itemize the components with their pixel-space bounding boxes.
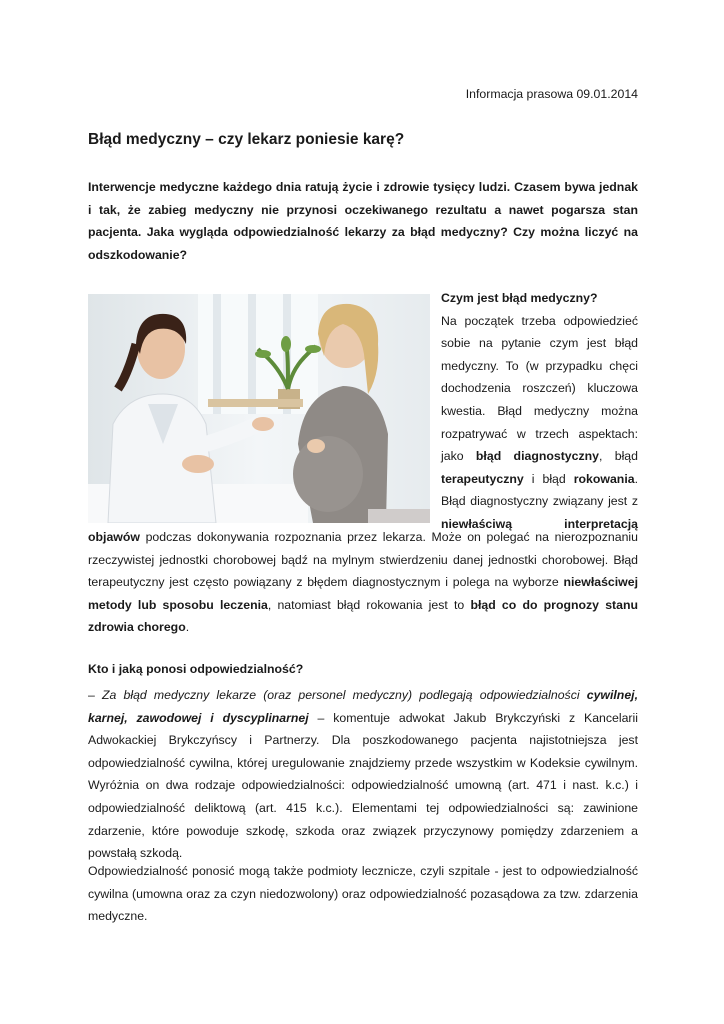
bold-term: objawów (88, 530, 140, 544)
text-run: . (185, 620, 190, 635)
section-heading-responsibility: Kto i jaką ponosi odpowiedzialność? (88, 662, 304, 676)
bold-term: terapeutyczny (441, 471, 524, 486)
bold-term: błąd co do prognozy stanu zdrowia chorego (88, 597, 638, 635)
section-paragraph-continued (88, 526, 638, 639)
text-run: , błąd (598, 449, 638, 464)
bold-italic-term: cywilnej, karnej, zawodowej i dyscyplinarnej (88, 688, 638, 725)
responsibility-paragraph (88, 684, 638, 865)
bold-term: niewłaściwej metody lub sposobu leczenia (88, 575, 638, 612)
section-heading: Czym jest błąd medyczny? (441, 291, 598, 305)
text-run: – komentuje adwokat Jakub Brykczyński z Kancelarii Adwokackiej Brykczyńscy i Partnerzy. Dla poszkodowanego pacjenta najistotniejsza jest odpowiedzialność cywilna, której uregulowanie znajdziemy przede wszystkim w Kodeksie cywilnym. Wyróżnia on dwa rodzaje odpowiedzialności: odpowiedzialność umowną (art. 471 i nast. k.c.) i odpowiedzialność deliktową (art. 415 k.c.). Elementami tej odpowiedzialności są: zawinione zdarzenie, które powoduje szkodę, szkoda oraz związek przyczynowy pomiędzy zdarzeniem a powstałą szkodą. (88, 710, 638, 861)
italic-quote: Za błąd medyczny lekarze (oraz personel medyczny) podlegają odpowiedzialności (102, 688, 587, 702)
text-run: , natomiast błąd rokowania jest to (267, 597, 471, 612)
page-title: Błąd medyczny – czy lekarz poniesie karę? (88, 131, 405, 148)
press-release-date: Informacja prasowa 09.01.2014 (465, 87, 638, 101)
bold-term: niewłaściwą interpretacją (441, 516, 638, 531)
text-run: . Błąd diagnostyczny związany jest z (441, 471, 638, 509)
text-run: – (88, 688, 102, 702)
lead-paragraph: Interwencje medyczne każdego dnia ratują życie i zdrowie tysięcy ludzi. Czasem bywa jednak i tak, że zabieg medyczny nie przynosi oczekiwanego rezultatu a nawet pogarsza stan pacjenta. Jaka wygląda odpowiedzialność lekarzy za błąd medyczny? Czy można liczyć na odszkodowanie? (88, 180, 638, 262)
bold-term: rokowania (573, 471, 635, 486)
section-what-is-error (441, 287, 638, 536)
text-run: podczas dokonywania rozpoznania przez lekarza. Może on polegać na nierozpoznaniu rzeczywistej jednostki chorobowej bądź na mylnym stwierdzeniu danej jednostki chorobowej. Błąd terapeutyczny jest często powiązany z błędem diagnostycznym i polega na wyborze (88, 530, 638, 590)
final-paragraph: Odpowiedzialność ponosić mogą także podmioty lecznicze, czyli szpitale - jest to odpowiedzialność cywilna (umowna oraz za czyn niedozwolony) oraz odpowiedzialność pozasądowa za tzw. zdarzenia medyczne. (88, 864, 638, 924)
bold-term: błąd diagnostyczny (475, 449, 599, 464)
section-paragraph (441, 310, 638, 536)
doctor-patient-photo (88, 294, 430, 523)
text-run: i błąd (523, 471, 574, 486)
text-run: Na początek trzeba odpowiedzieć sobie na pytanie czym jest błąd medyczny. To (w przypadku chęci dochodzenia roszczeń) kluczowa kwestia. Błąd medyczny można rozpatrywać w trzech aspektach: jako (441, 313, 638, 464)
